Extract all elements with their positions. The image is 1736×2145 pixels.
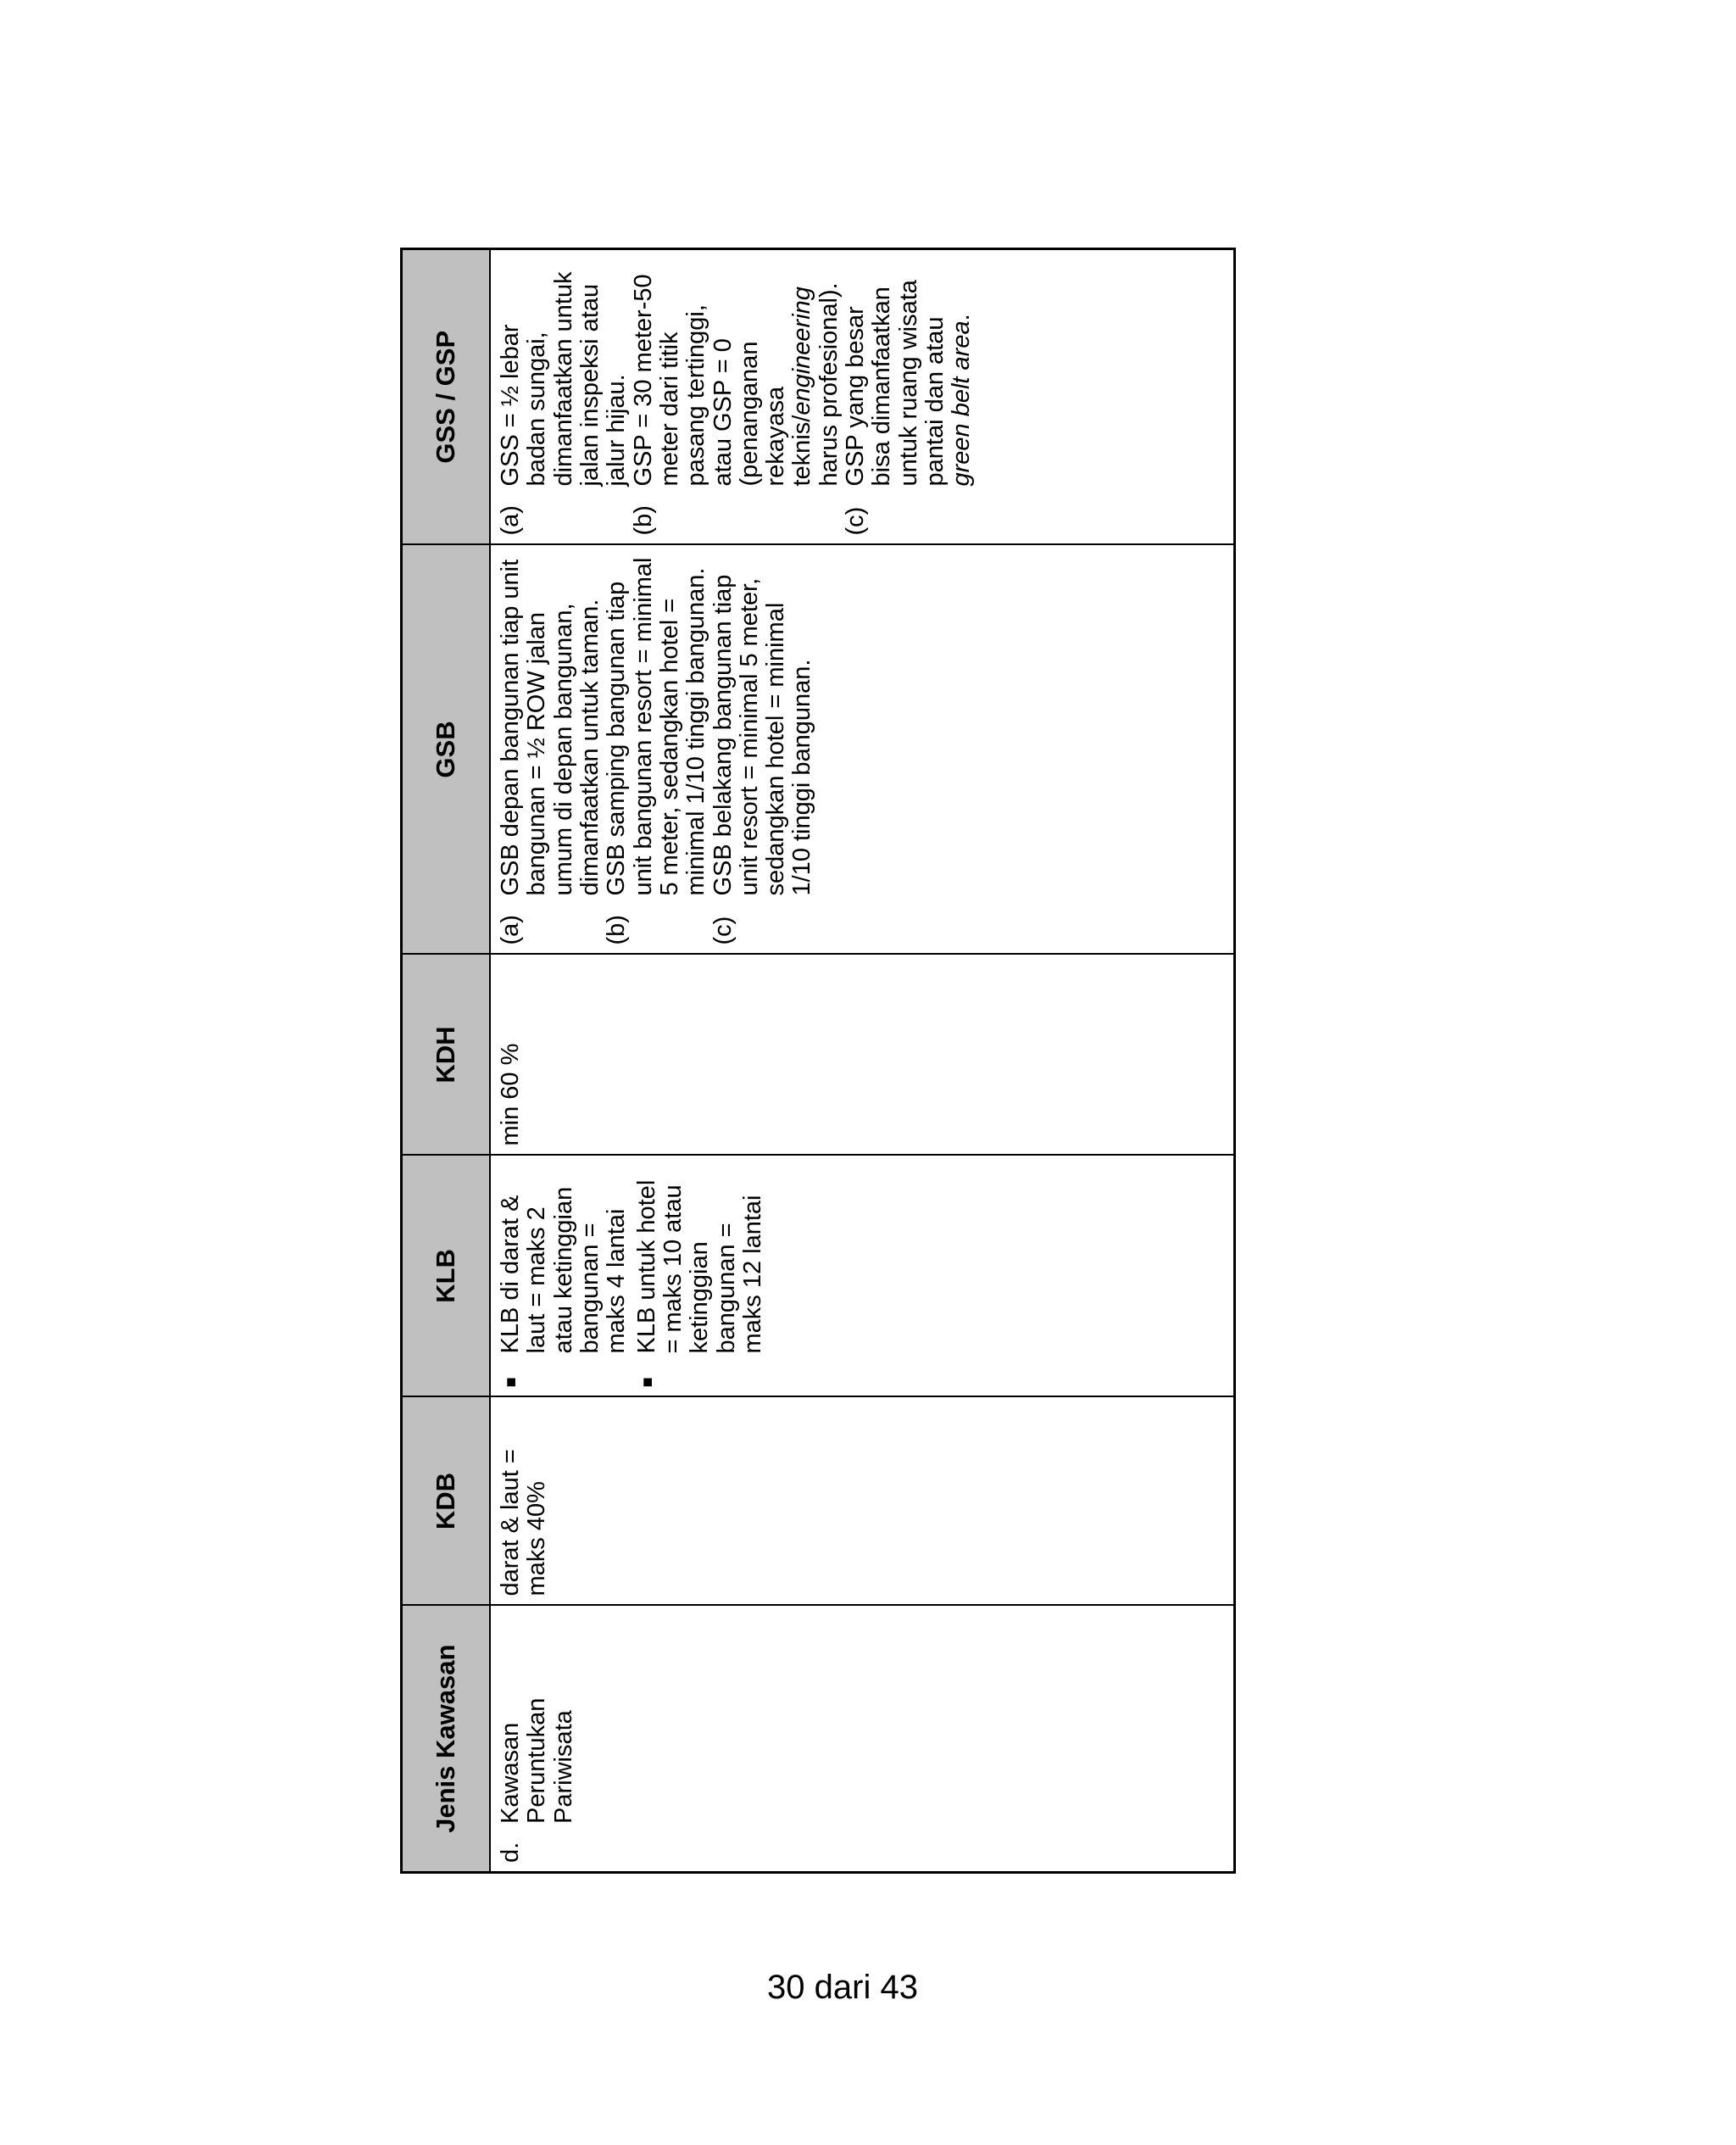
cell-gsb: [490, 545, 1235, 955]
square-bullet-icon: ■: [502, 1377, 520, 1388]
cell-klb: [490, 1156, 1235, 1397]
page-number: 30 dari 43: [767, 1969, 918, 2006]
header-kdh: KDH: [402, 955, 491, 1156]
gsp-item: (c) GSP yang besar bisa dimanfaatkan untuk ruang wisata pantai dan atau green belt area.: [842, 280, 976, 536]
gsb-item: (a) GSB depan bangunan tiap unit bangunan = ½ ROW jalan umum di depan bangunan, dimanfaatkan untuk taman.: [497, 559, 604, 945]
kdb-value: darat & laut = maks 40%: [497, 1449, 551, 1596]
cell-kdh: [490, 955, 1235, 1156]
klb-item: ■ KLB untuk hotel = maks 10 atau ketinggian bangunan = maks 12 lantai: [632, 1179, 766, 1388]
gsb-item: (c) GSB belakang bangunan tiap unit resort = minimal 5 meter, sedangkan hotel = minimal 1/10 tinggi bangunan.: [709, 574, 816, 945]
gsp-item: (b) GSP = 30 meter-50 meter dari titik pasang tertinggi, atau GSP = 0 (penanganan rekayasa teknis/engineering harus profesional).: [629, 274, 843, 536]
header-gsb: GSB: [402, 545, 491, 955]
square-bullet-icon: ■: [637, 1377, 657, 1388]
cell-kdb: [490, 1397, 1235, 1606]
gss-item: (a) GSS = ½ lebar badan sungai, dimanfaatkan untuk jalan inspeksi atau jalur hijau.: [497, 271, 631, 536]
kdh-value: min 60 %: [497, 1043, 524, 1146]
table-row: [490, 249, 1235, 1873]
regulation-table: [400, 248, 1236, 1874]
regulation-table-rotated: [400, 250, 1231, 1874]
gsb-item: (b) GSB samping bangunan tiap unit bangunan resort = minimal 5 meter, sedangkan hotel = minimal 1/10 tinggi bangunan.: [603, 557, 710, 945]
table-header-row: [402, 249, 491, 1873]
jenis-kawasan-label: Kawasan Peruntukan Pariwisata: [497, 1697, 577, 1824]
header-gss-gsp: GSS / GSP: [402, 249, 491, 545]
row-marker: d.: [497, 1841, 524, 1863]
klb-item: ■ KLB di darat & laut = maks 2 atau ketinggian bangunan = maks 4 lantai: [497, 1186, 631, 1388]
cell-jenis-kawasan: [490, 1606, 1235, 1873]
header-jenis-kawasan: Jenis Kawasan: [402, 1606, 491, 1873]
header-kdb: KDB: [402, 1397, 491, 1606]
cell-gss-gsp: [490, 249, 1235, 545]
header-klb: KLB: [402, 1156, 491, 1397]
